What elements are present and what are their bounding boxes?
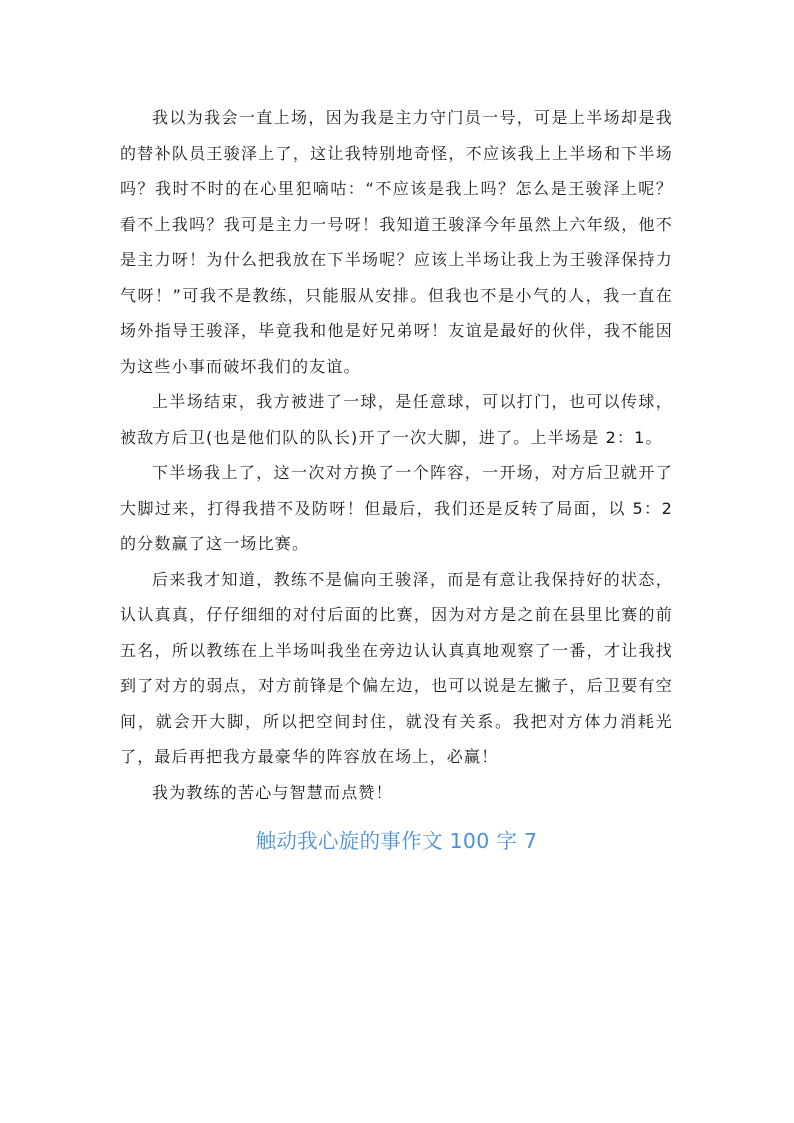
- paragraph-4: 后来我才知道，教练不是偏向王骏泽，而是有意让我保持好的状态，认认真真，仔仔细细的对付后面的比赛，因为对方是之前在县里比赛的前五名，所以教练在上半场叫我坐在旁边认认真真地观察了一番，才让我找到了对方的弱点，对方前锋是个偏左边，也可以说是左撇子，后卫要有空间，就会开大脚，所以把空间封住，就没有关系。我把对方体力消耗光了，最后再把我方最豪华的阵容放在场上，必赢！: [120, 569, 673, 766]
- paragraph-2: 上半场结束，我方被进了一球，是任意球，可以打门，也可以传球，被敌方后卫(也是他们队的队长)开了一次大脚，进了。上半场是 2：1。: [120, 392, 673, 447]
- document-body: [120, 100, 673, 859]
- paragraph-3: 下半场我上了，这一次对方换了一个阵容，一开场，对方后卫就开了大脚过来，打得我措不及防呀！但最后，我们还是反转了局面，以 5：2 的分数赢了这一场比赛。: [120, 463, 673, 553]
- paragraph-5: 我为教练的苦心与智慧而点赞！: [152, 782, 393, 802]
- section-heading: 触动我心旋的事作文 100 字 7: [255, 829, 538, 853]
- paragraph-1: 我以为我会一直上场，因为我是主力守门员一号，可是上半场却是我的替补队员王骏泽上了，这让我特别地奇怪，不应该我上上半场和下半场吗？我时不时的在心里犯嘀咕：“不应该是我上吗？怎么是王骏泽上呢？看不上我吗？我可是主力一号呀！我知道王骏泽今年虽然上六年级，他不是主力呀！为什么把我放在下半场呢？应该上半场让我上为王骏泽保持力气呀！”可我不是教练，只能服从安排。但我也不是小气的人，我一直在场外指导王骏泽，毕竟我和他是好兄弟呀！友谊是最好的伙伴，我不能因为这些小事而破坏我们的友谊。: [120, 108, 673, 376]
